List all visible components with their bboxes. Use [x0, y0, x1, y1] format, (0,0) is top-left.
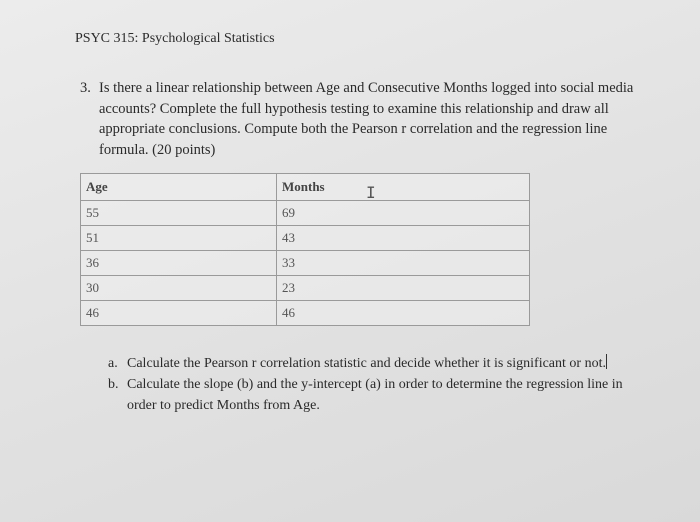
table-row	[81, 301, 530, 326]
subquestion-label: b.	[108, 377, 119, 392]
months-cell[interactable]: 33	[277, 251, 530, 276]
subquestion-list	[108, 353, 653, 416]
age-cell[interactable]: 36	[81, 251, 277, 276]
course-title: PSYC 315: Psychological Statistics	[75, 31, 275, 46]
header-months: Months	[277, 174, 530, 201]
months-cell[interactable]: 23	[277, 276, 530, 301]
subquestion-label: a.	[108, 356, 118, 371]
data-table	[80, 173, 530, 326]
age-cell[interactable]: 46	[81, 301, 277, 326]
table-row	[81, 251, 530, 276]
subquestion-text[interactable]: Calculate the slope (b) and the y-intercept (a) in order to determine the regression line in order to predict Months from Age.	[127, 377, 623, 413]
months-cell[interactable]: 69	[277, 201, 530, 226]
question-number: 3.	[80, 80, 91, 96]
text-cursor-icon: I	[366, 183, 376, 202]
age-cell[interactable]: 30	[81, 276, 277, 301]
table-row	[81, 226, 530, 251]
table-row	[81, 201, 530, 226]
subquestion-text[interactable]: Calculate the Pearson r correlation statistic and decide whether it is significant or not.	[127, 356, 606, 371]
months-cell[interactable]: 43	[277, 226, 530, 251]
table-row	[81, 276, 530, 301]
subquestion-b	[108, 374, 653, 416]
age-cell[interactable]: 51	[81, 226, 277, 251]
age-cell[interactable]: 55	[81, 201, 277, 226]
months-cell[interactable]: 46	[277, 301, 530, 326]
subquestion-a	[108, 353, 653, 374]
text-caret	[606, 354, 607, 369]
question-3	[80, 78, 640, 160]
question-text: Is there a linear relationship between Age and Consecutive Months logged into social media accounts? Complete the full hypothesis testing to examine this relationship and draw all appropriate conclusions. Compute both the Pearson r correlation and the regression line formula. (20 points)	[99, 80, 634, 158]
table-header-row	[81, 174, 530, 201]
header-age: Age	[81, 174, 277, 201]
